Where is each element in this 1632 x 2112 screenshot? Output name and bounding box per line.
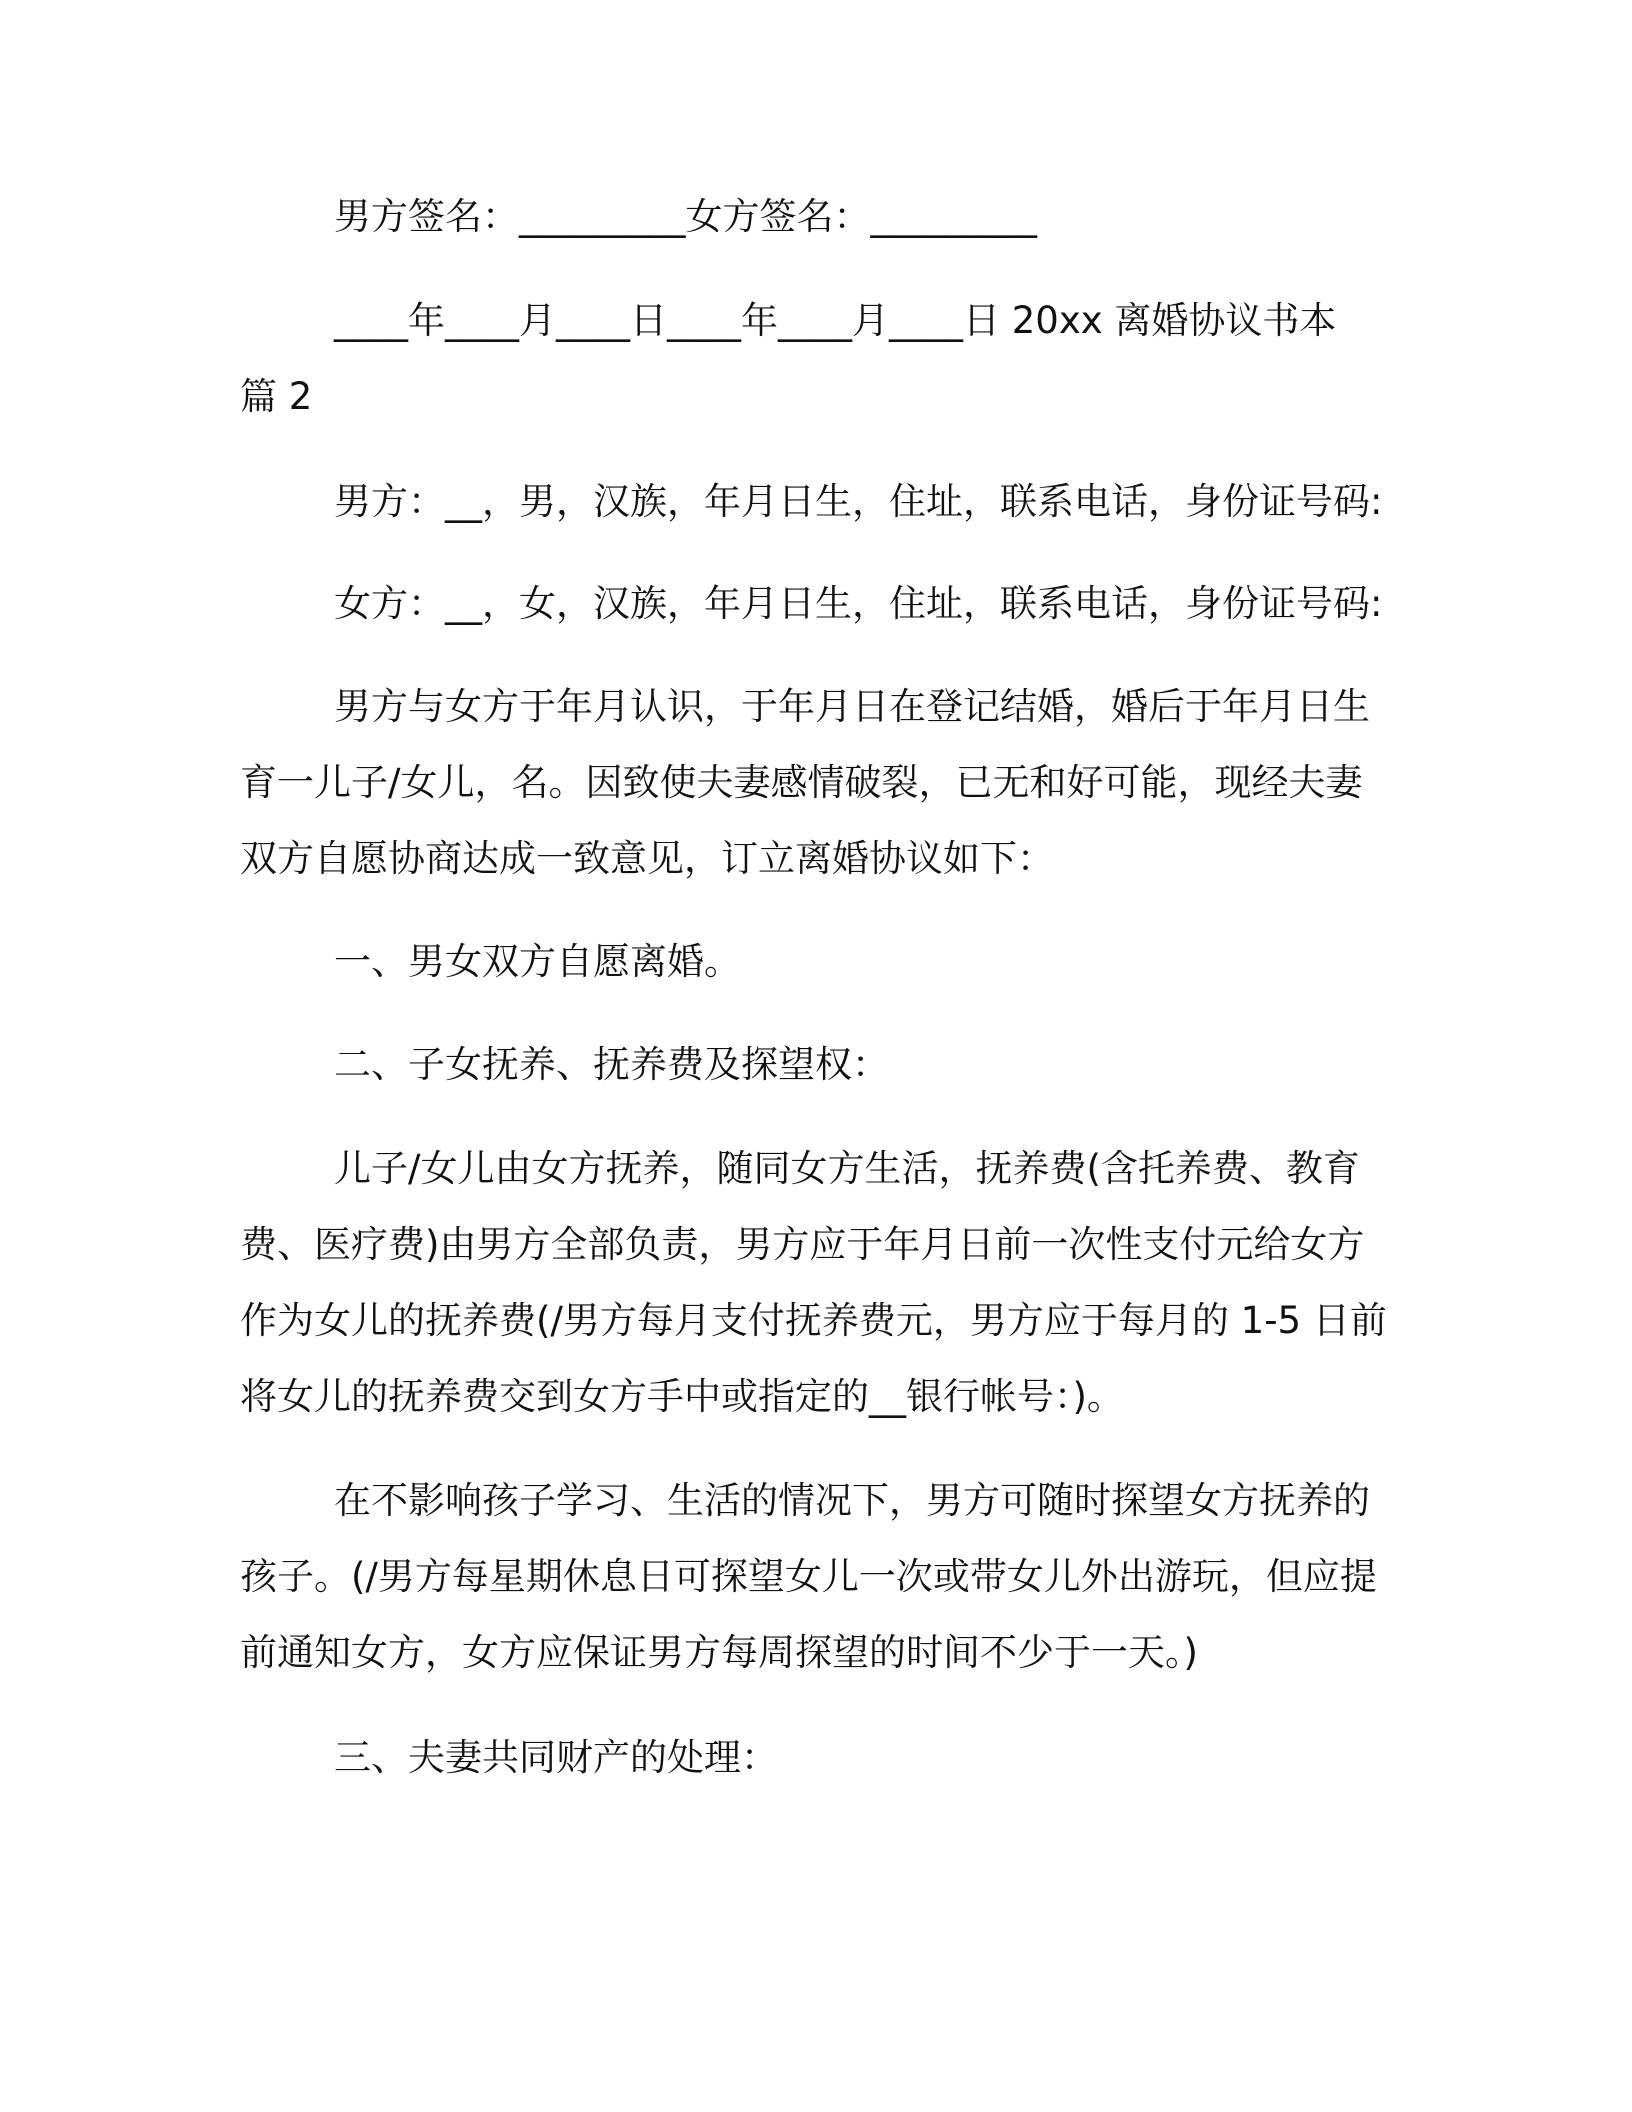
custody-line-3: 作为女儿的抚养费(/男方每月支付抚养费元，男方应于每月的 1-5 日前 [240,1299,1387,1342]
date-line: ____年____月____日____年____月____日 20xx 离婚协议书本 [334,299,1337,342]
clause-one: 一、男女双方自愿离婚。 [334,940,741,983]
heading-continuation: 篇 2 [240,375,313,418]
visit-line-3: 前通知女方，女方应保证男方每周探望的时间不少于一天。) [240,1631,1198,1674]
clause-two: 二、子女抚养、抚养费及探望权： [334,1043,889,1086]
male-info: 男方：__，男，汉族，年月日生，住址，联系电话，身份证号码: [334,480,1383,523]
custody-line-1: 儿子/女儿由女方抚养，随同女方生活，抚养费(含托养费、教育 [334,1147,1360,1190]
female-info: 女方：__，女，汉族，年月日生，住址，联系电话，身份证号码: [334,582,1383,625]
intro-line-1: 男方与女方于年月认识，于年月日在登记结婚，婚后于年月日生 [334,685,1370,728]
intro-line-2: 育一儿子/女儿，名。因致使夫妻感情破裂，已无和好可能，现经夫妻 [240,761,1363,804]
custody-line-2: 费、医疗费)由男方全部负责，男方应于年月日前一次性支付元给女方 [240,1223,1365,1266]
visit-line-2: 孩子。(/男方每星期休息日可探望女儿一次或带女儿外出游玩，但应提 [240,1555,1377,1598]
signature-line: 男方签名：_________女方签名：_________ [334,195,1037,238]
custody-line-4: 将女儿的抚养费交到女方手中或指定的__银行帐号：)。 [240,1375,1124,1418]
clause-three: 三、夫妻共同财产的处理： [334,1736,778,1779]
intro-line-3: 双方自愿协商达成一致意见，订立离婚协议如下： [240,837,1054,880]
visit-line-1: 在不影响孩子学习、生活的情况下，男方可随时探望女方抚养的 [334,1479,1370,1522]
